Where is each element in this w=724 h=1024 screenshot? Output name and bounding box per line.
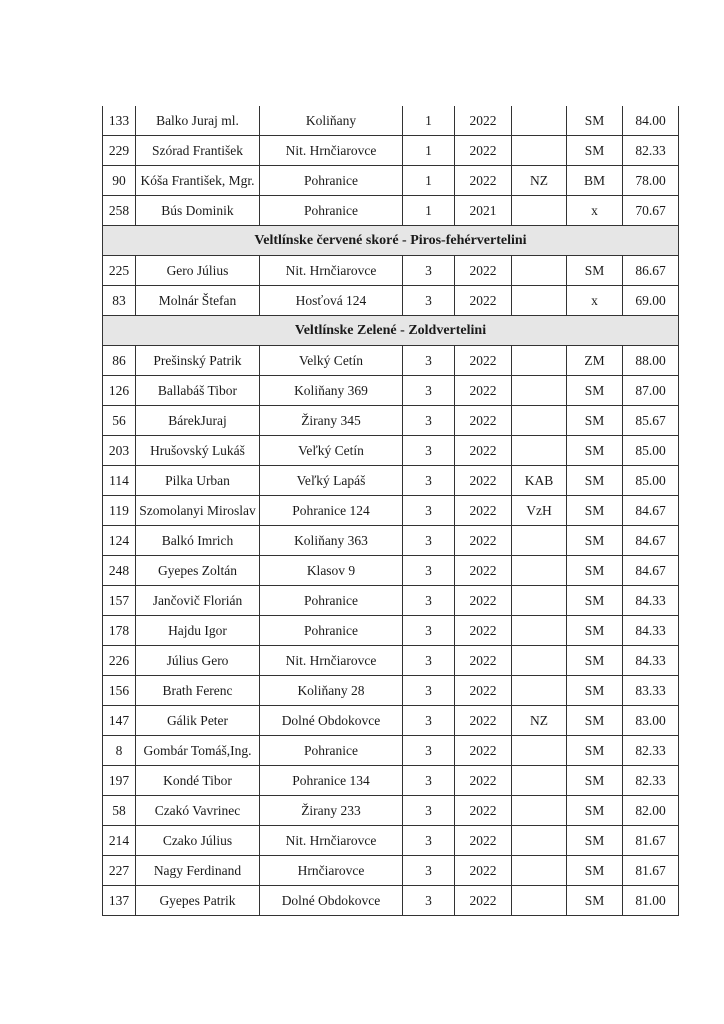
- note-tag-cell: [512, 796, 567, 826]
- note-tag-cell: [512, 196, 567, 226]
- table-row: [103, 796, 679, 826]
- entry-number-cell: 133: [103, 106, 136, 136]
- table-row: [103, 166, 679, 196]
- score-cell: 78.00: [623, 166, 679, 196]
- note-tag-cell: [512, 556, 567, 586]
- grower-name-cell: BárekJuraj: [136, 406, 260, 436]
- category-cell: 3: [403, 856, 455, 886]
- note-tag-cell: [512, 136, 567, 166]
- grower-location-cell: Pohranice: [260, 586, 403, 616]
- category-cell: 3: [403, 346, 455, 376]
- table-row: [103, 736, 679, 766]
- note-tag-cell: [512, 376, 567, 406]
- grower-location-cell: Nit. Hrnčiarovce: [260, 256, 403, 286]
- category-cell: 3: [403, 616, 455, 646]
- note-tag-cell: [512, 256, 567, 286]
- grade-cell: SM: [567, 886, 623, 916]
- category-cell: 3: [403, 736, 455, 766]
- section-header-row: [103, 316, 679, 346]
- grower-name-cell: Gálik Peter: [136, 706, 260, 736]
- table-row: [103, 886, 679, 916]
- note-tag-cell: VzH: [512, 496, 567, 526]
- category-cell: 3: [403, 526, 455, 556]
- category-cell: 3: [403, 886, 455, 916]
- grower-location-cell: Pohranice: [260, 616, 403, 646]
- note-tag-cell: [512, 526, 567, 556]
- grade-cell: x: [567, 286, 623, 316]
- entry-number-cell: 56: [103, 406, 136, 436]
- grade-cell: SM: [567, 766, 623, 796]
- score-cell: 88.00: [623, 346, 679, 376]
- grower-name-cell: Hajdu Igor: [136, 616, 260, 646]
- grower-location-cell: Nit. Hrnčiarovce: [260, 136, 403, 166]
- note-tag-cell: [512, 766, 567, 796]
- table-row: [103, 676, 679, 706]
- note-tag-cell: [512, 286, 567, 316]
- grower-name-cell: Ballabáš Tibor: [136, 376, 260, 406]
- category-cell: 3: [403, 406, 455, 436]
- category-cell: 3: [403, 796, 455, 826]
- score-cell: 87.00: [623, 376, 679, 406]
- grower-location-cell: Nit. Hrnčiarovce: [260, 826, 403, 856]
- entry-number-cell: 197: [103, 766, 136, 796]
- vintage-year-cell: 2022: [455, 376, 512, 406]
- table-row: [103, 256, 679, 286]
- grower-name-cell: Szórad František: [136, 136, 260, 166]
- score-cell: 84.00: [623, 106, 679, 136]
- grade-cell: SM: [567, 136, 623, 166]
- grower-location-cell: Hrnčiarovce: [260, 856, 403, 886]
- table-row: [103, 376, 679, 406]
- score-cell: 84.67: [623, 526, 679, 556]
- grower-name-cell: Prešinský Patrik: [136, 346, 260, 376]
- note-tag-cell: [512, 886, 567, 916]
- vintage-year-cell: 2022: [455, 466, 512, 496]
- grower-name-cell: Jančovič Florián: [136, 586, 260, 616]
- table-row: [103, 136, 679, 166]
- note-tag-cell: [512, 106, 567, 136]
- table-row: [103, 616, 679, 646]
- category-cell: 1: [403, 136, 455, 166]
- score-cell: 84.67: [623, 496, 679, 526]
- grower-location-cell: Veľký Cetín: [260, 436, 403, 466]
- grower-location-cell: Velký Cetín: [260, 346, 403, 376]
- entry-number-cell: 227: [103, 856, 136, 886]
- note-tag-cell: NZ: [512, 706, 567, 736]
- score-cell: 84.33: [623, 586, 679, 616]
- entry-number-cell: 214: [103, 826, 136, 856]
- table-row: [103, 286, 679, 316]
- grower-name-cell: Nagy Ferdinand: [136, 856, 260, 886]
- category-cell: 3: [403, 376, 455, 406]
- grower-name-cell: Pilka Urban: [136, 466, 260, 496]
- note-tag-cell: [512, 676, 567, 706]
- grower-location-cell: Pohranice 134: [260, 766, 403, 796]
- grade-cell: SM: [567, 106, 623, 136]
- entry-number-cell: 86: [103, 346, 136, 376]
- score-cell: 85.00: [623, 466, 679, 496]
- vintage-year-cell: 2022: [455, 136, 512, 166]
- grower-name-cell: Gero Július: [136, 256, 260, 286]
- grade-cell: SM: [567, 856, 623, 886]
- vintage-year-cell: 2022: [455, 766, 512, 796]
- category-cell: 3: [403, 466, 455, 496]
- entry-number-cell: 258: [103, 196, 136, 226]
- category-cell: 3: [403, 496, 455, 526]
- note-tag-cell: [512, 586, 567, 616]
- grower-location-cell: Pohranice: [260, 736, 403, 766]
- score-cell: 84.33: [623, 616, 679, 646]
- vintage-year-cell: 2022: [455, 706, 512, 736]
- grade-cell: BM: [567, 166, 623, 196]
- grower-location-cell: Klasov 9: [260, 556, 403, 586]
- entry-number-cell: 126: [103, 376, 136, 406]
- grower-name-cell: Brath Ferenc: [136, 676, 260, 706]
- results-table-body: [103, 106, 679, 916]
- grade-cell: SM: [567, 436, 623, 466]
- score-cell: 82.00: [623, 796, 679, 826]
- entry-number-cell: 90: [103, 166, 136, 196]
- note-tag-cell: NZ: [512, 166, 567, 196]
- table-row: [103, 856, 679, 886]
- grower-name-cell: Szomolanyi Miroslav: [136, 496, 260, 526]
- vintage-year-cell: 2022: [455, 796, 512, 826]
- category-cell: 3: [403, 556, 455, 586]
- table-row: [103, 526, 679, 556]
- note-tag-cell: [512, 646, 567, 676]
- category-cell: 3: [403, 826, 455, 856]
- vintage-year-cell: 2022: [455, 736, 512, 766]
- score-cell: 83.00: [623, 706, 679, 736]
- score-cell: 82.33: [623, 136, 679, 166]
- vintage-year-cell: 2022: [455, 616, 512, 646]
- entry-number-cell: 83: [103, 286, 136, 316]
- grower-location-cell: Dolné Obdokovce: [260, 706, 403, 736]
- note-tag-cell: [512, 736, 567, 766]
- vintage-year-cell: 2022: [455, 496, 512, 526]
- grade-cell: SM: [567, 706, 623, 736]
- category-cell: 3: [403, 706, 455, 736]
- vintage-year-cell: 2022: [455, 106, 512, 136]
- grower-name-cell: Balko Juraj ml.: [136, 106, 260, 136]
- score-cell: 82.33: [623, 766, 679, 796]
- vintage-year-cell: 2022: [455, 436, 512, 466]
- note-tag-cell: [512, 406, 567, 436]
- grower-location-cell: Dolné Obdokovce: [260, 886, 403, 916]
- grower-location-cell: Pohranice: [260, 196, 403, 226]
- grade-cell: SM: [567, 406, 623, 436]
- note-tag-cell: KAB: [512, 466, 567, 496]
- section-title: Veltlínske červené skoré - Piros-fehérvertelini: [103, 226, 679, 256]
- vintage-year-cell: 2022: [455, 406, 512, 436]
- vintage-year-cell: 2022: [455, 166, 512, 196]
- grade-cell: SM: [567, 526, 623, 556]
- vintage-year-cell: 2022: [455, 676, 512, 706]
- table-row: [103, 586, 679, 616]
- table-row: [103, 196, 679, 226]
- category-cell: 3: [403, 286, 455, 316]
- grower-name-cell: Bús Dominik: [136, 196, 260, 226]
- score-cell: 81.00: [623, 886, 679, 916]
- grower-location-cell: Hosťová 124: [260, 286, 403, 316]
- section-header-row: [103, 226, 679, 256]
- grower-location-cell: Žirany 233: [260, 796, 403, 826]
- vintage-year-cell: 2021: [455, 196, 512, 226]
- grower-location-cell: Veľký Lapáš: [260, 466, 403, 496]
- grower-location-cell: Pohranice: [260, 166, 403, 196]
- table-row: [103, 466, 679, 496]
- score-cell: 85.67: [623, 406, 679, 436]
- vintage-year-cell: 2022: [455, 586, 512, 616]
- entry-number-cell: 225: [103, 256, 136, 286]
- grower-location-cell: Koliňany 363: [260, 526, 403, 556]
- table-row: [103, 436, 679, 466]
- score-cell: 86.67: [623, 256, 679, 286]
- grade-cell: SM: [567, 556, 623, 586]
- category-cell: 3: [403, 256, 455, 286]
- entry-number-cell: 248: [103, 556, 136, 586]
- score-cell: 83.33: [623, 676, 679, 706]
- category-cell: 1: [403, 166, 455, 196]
- grade-cell: SM: [567, 796, 623, 826]
- grade-cell: ZM: [567, 346, 623, 376]
- entry-number-cell: 119: [103, 496, 136, 526]
- grower-name-cell: Gyepes Patrik: [136, 886, 260, 916]
- table-row: [103, 106, 679, 136]
- table-row: [103, 706, 679, 736]
- grade-cell: SM: [567, 676, 623, 706]
- grower-name-cell: Hrušovský Lukáš: [136, 436, 260, 466]
- grade-cell: x: [567, 196, 623, 226]
- grade-cell: SM: [567, 586, 623, 616]
- score-cell: 81.67: [623, 826, 679, 856]
- table-row: [103, 346, 679, 376]
- entry-number-cell: 157: [103, 586, 136, 616]
- grade-cell: SM: [567, 496, 623, 526]
- category-cell: 1: [403, 106, 455, 136]
- score-cell: 84.33: [623, 646, 679, 676]
- grower-name-cell: Czako Július: [136, 826, 260, 856]
- grade-cell: SM: [567, 826, 623, 856]
- note-tag-cell: [512, 436, 567, 466]
- note-tag-cell: [512, 616, 567, 646]
- grower-name-cell: Kondé Tibor: [136, 766, 260, 796]
- grower-location-cell: Nit. Hrnčiarovce: [260, 646, 403, 676]
- note-tag-cell: [512, 826, 567, 856]
- table-row: [103, 766, 679, 796]
- results-table: [102, 106, 679, 916]
- entry-number-cell: 114: [103, 466, 136, 496]
- note-tag-cell: [512, 346, 567, 376]
- vintage-year-cell: 2022: [455, 526, 512, 556]
- score-cell: 82.33: [623, 736, 679, 766]
- score-cell: 81.67: [623, 856, 679, 886]
- grade-cell: SM: [567, 616, 623, 646]
- table-row: [103, 826, 679, 856]
- vintage-year-cell: 2022: [455, 346, 512, 376]
- section-title: Veltlínske Zelené - Zoldvertelini: [103, 316, 679, 346]
- grower-name-cell: Molnár Štefan: [136, 286, 260, 316]
- vintage-year-cell: 2022: [455, 886, 512, 916]
- entry-number-cell: 137: [103, 886, 136, 916]
- grower-location-cell: Koliňany: [260, 106, 403, 136]
- vintage-year-cell: 2022: [455, 256, 512, 286]
- category-cell: 3: [403, 586, 455, 616]
- entry-number-cell: 203: [103, 436, 136, 466]
- entry-number-cell: 8: [103, 736, 136, 766]
- grade-cell: SM: [567, 646, 623, 676]
- entry-number-cell: 147: [103, 706, 136, 736]
- table-row: [103, 496, 679, 526]
- grower-location-cell: Žirany 345: [260, 406, 403, 436]
- table-row: [103, 406, 679, 436]
- vintage-year-cell: 2022: [455, 856, 512, 886]
- grade-cell: SM: [567, 376, 623, 406]
- category-cell: 3: [403, 436, 455, 466]
- entry-number-cell: 178: [103, 616, 136, 646]
- grade-cell: SM: [567, 466, 623, 496]
- entry-number-cell: 156: [103, 676, 136, 706]
- grower-name-cell: Kóša František, Mgr.: [136, 166, 260, 196]
- entry-number-cell: 58: [103, 796, 136, 826]
- grower-location-cell: Koliňany 28: [260, 676, 403, 706]
- grower-name-cell: Július Gero: [136, 646, 260, 676]
- grade-cell: SM: [567, 256, 623, 286]
- entry-number-cell: 124: [103, 526, 136, 556]
- grower-location-cell: Pohranice 124: [260, 496, 403, 526]
- grower-name-cell: Czakó Vavrinec: [136, 796, 260, 826]
- score-cell: 70.67: [623, 196, 679, 226]
- category-cell: 1: [403, 196, 455, 226]
- grower-name-cell: Balkó Imrich: [136, 526, 260, 556]
- vintage-year-cell: 2022: [455, 286, 512, 316]
- category-cell: 3: [403, 646, 455, 676]
- vintage-year-cell: 2022: [455, 556, 512, 586]
- grower-location-cell: Koliňany 369: [260, 376, 403, 406]
- score-cell: 85.00: [623, 436, 679, 466]
- vintage-year-cell: 2022: [455, 646, 512, 676]
- score-cell: 69.00: [623, 286, 679, 316]
- entry-number-cell: 229: [103, 136, 136, 166]
- grower-name-cell: Gyepes Zoltán: [136, 556, 260, 586]
- entry-number-cell: 226: [103, 646, 136, 676]
- table-row: [103, 646, 679, 676]
- category-cell: 3: [403, 766, 455, 796]
- score-cell: 84.67: [623, 556, 679, 586]
- category-cell: 3: [403, 676, 455, 706]
- note-tag-cell: [512, 856, 567, 886]
- table-row: [103, 556, 679, 586]
- vintage-year-cell: 2022: [455, 826, 512, 856]
- grade-cell: SM: [567, 736, 623, 766]
- grower-name-cell: Gombár Tomáš,Ing.: [136, 736, 260, 766]
